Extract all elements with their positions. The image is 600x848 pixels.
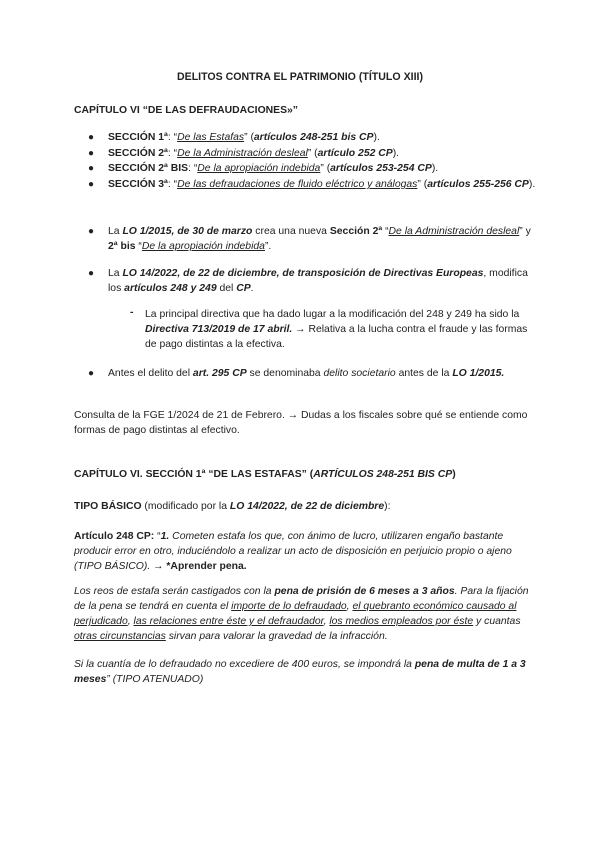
section-label: SECCIÓN 3ª [108,179,168,190]
penalty-text: pena de prisión de 6 meses a 3 años [274,586,455,597]
section-name: De la Administración desleal [177,148,308,159]
bullet-icon: ● [88,268,95,279]
section-label: SECCIÓN 2ª [108,148,168,159]
tipo-basico-heading: TIPO BÁSICO (modificado por la LO 14/2022, de 22 de diciembre): [74,501,391,512]
section-item: SECCIÓN 3ª: “De las defraudaciones de fluido eléctrico y análogas” (artículos 255-256 CP). [108,179,536,190]
fine-text: pena de multa de 1 a 3 meses [74,659,526,685]
consulta-paragraph: Consulta de la FGE 1/2024 de 21 de Febrero. → Dudas a los fiscales sobre qué se entiende como formas de pago distintas al efectivo. [74,410,528,436]
document-title: DELITOS CONTRA EL PATRIMONIO (TÍTULO XIII) [176,71,423,83]
section-articles: artículo 252 CP [317,148,393,159]
lo-2015-note: La LO 1/2015, de 30 de marzo crea una nueva Sección 2ª “De la Administración desleal” y 2ª bis “De la apropiación indebida”. [108,226,531,252]
estafas-heading: CAPÍTULO VI. SECCIÓN 1ª “DE LAS ESTAFAS” (ARTÍCULOS 248-251 BIS CP) [74,469,456,480]
section-articles: artículos 253-254 CP [330,163,432,174]
bullet-icon: ● [88,148,95,159]
bullet-icon: ● [88,226,95,237]
directiva-reference: Directiva 713/2019 de 17 abril. [145,324,293,335]
bullet-icon: ● [88,132,95,143]
section-item: SECCIÓN 2ª: “De la Administración desleal” (artículo 252 CP). [108,148,400,159]
section-articles: artículos 248-251 bis CP [253,132,374,143]
section-item: SECCIÓN 2ª BIS: “De la apropiación indebida” (artículos 253-254 CP). [108,163,439,174]
directiva-note: La principal directiva que ha dado lugar a la modificación del 248 y 249 ha sido la Directiva 713/2019 de 17 abril. → Relativa a la lucha contra el fraude y las formas de pago distintas a la efectiva. [145,309,528,350]
sub-bullet-icon: - [130,307,134,318]
study-tip: *Aprender pena. [166,561,247,572]
art-295-note: Antes el delito del art. 295 CP se denominaba delito societario antes de la LO 1/2015. [108,368,505,379]
law-reference: LO 1/2015, de 30 de marzo [122,226,253,237]
bullet-icon: ● [88,163,95,174]
section-label: SECCIÓN 1ª [108,132,168,143]
section-label: SECCIÓN 2ª BIS [108,163,189,174]
bullet-icon: ● [88,368,95,379]
section-name: De las defraudaciones de fluido eléctrico y análogas [177,179,418,190]
chapter-heading: CAPÍTULO VI “DE LAS DEFRAUDACIONES»” [74,105,298,116]
section-name: De las Estafas [177,132,245,143]
section-articles: artículos 255-256 CP [427,179,529,190]
lo-2022-note: La LO 14/2022, de 22 de diciembre, de transposición de Directivas Europeas, modifica los artículos 248 y 249 del CP. [108,268,528,294]
bullet-icon: ● [88,179,95,190]
penalty-paragraph: Los reos de estafa serán castigados con la pena de prisión de 6 meses a 3 años. Para la fijación de la pena se tendrá en cuenta el importe de lo defraudado, el quebranto económico causado al perjudicado, las relaciones entre éste y el defraudador, los medios empleados por éste y cuantas otras circunstancias sirvan para valorar la gravedad de la infracción. [74,586,529,642]
article-248-paragraph: Artículo 248 CP: “1. Cometen estafa los que, con ánimo de lucro, utilizaren engaño bastante producir error en otro, induciéndolo a realizar un acto de disposición en perjuicio propio o ajeno (TIPO BÁSICO). → *Aprender pena. [74,531,512,572]
section-name: De la apropiación indebida [197,163,321,174]
attenuated-paragraph: Si la cuantía de lo defraudado no excediere de 400 euros, se impondrá la pena de multa de 1 a 3 meses” (TIPO ATENUADO) [74,659,526,685]
law-reference: LO 14/2022, de 22 de diciembre, de transposición de Directivas Europeas [122,268,484,279]
section-item: SECCIÓN 1ª: “De las Estafas” (artículos 248-251 bis CP). [108,132,380,143]
